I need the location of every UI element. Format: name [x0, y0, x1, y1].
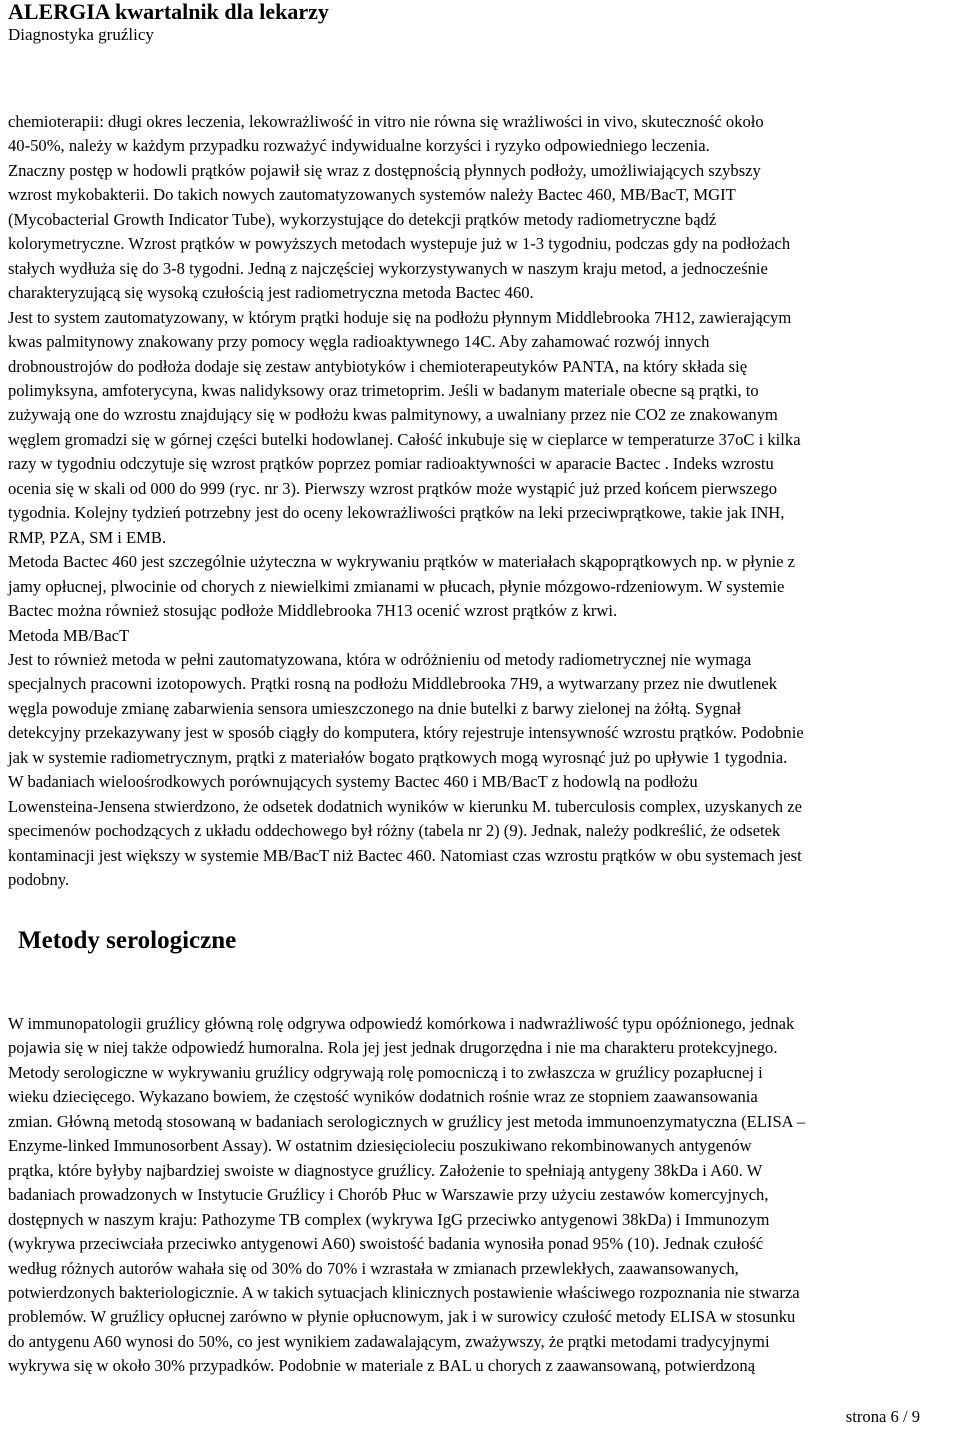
text-line: prątka, które byłyby najbardziej swoiste w diagnostyce gruźlicy. Założenie to spełniają antygeny 38kDa i A60. W	[8, 1160, 763, 1180]
text-line: wzrost mykobakterii. Do takich nowych zautomatyzowanych systemów należy Bactec 460, MB/BacT, MGIT	[8, 185, 736, 205]
text-line: węglem gromadzi się w górnej części butelki hodowlanej. Całość inkubuje się w cieplarce w temperaturze 37oC i kilka	[8, 429, 801, 449]
text-line: Bactec można również stosując podłoże Middlebrooka 7H13 ocenić wzrost prątków z krwi.	[8, 601, 618, 621]
text-line: dostępnych w naszym kraju: Pathozyme TB complex (wykrywa IgG przeciwko antygenowi 38kDa) i Immunozym	[8, 1209, 770, 1229]
section-heading: Metody serologiczne	[18, 927, 237, 954]
text-line: ocenia się w skali od 000 do 999 (ryc. nr 3). Pierwszy wzrost prątków może wystąpić już przed końcem pierwszego	[8, 478, 778, 498]
text-line: kontaminacji jest większy w systemie MB/BacT niż Bactec 460. Natomiast czas wzrostu prątków w obu systemach jest	[8, 845, 802, 865]
text-line: wykrywa się w około 30% przypadków. Podobnie w materiale z BAL u chorych z zaawansowaną, potwierdzoną	[8, 1356, 756, 1376]
text-line: Metoda MB/BacT	[8, 625, 130, 645]
page-number: strona 6 / 9	[845, 1407, 920, 1426]
text-line: stałych wydłuża się do 3-8 tygodni. Jedną z najczęściej wykorzystywanych w naszym kraju metod, a jednocześnie	[8, 258, 768, 278]
text-line: węgla powoduje zmianę zabarwienia sensora umieszczonego na dnie butelki z barwy zielonej na żółtą. Sygnał	[8, 698, 742, 718]
text-line: Lowensteina-Jensena stwierdzono, że odsetek dodatnich wyników w kierunku M. tuberculosis complex, uzyskanych ze	[8, 796, 802, 816]
text-line: kolorymetryczne. Wzrost prątków w powyższych metodach wystepuje już w 1-3 tygodniu, podczas gdy na podłożach	[8, 234, 791, 254]
text-line: do antygenu A60 wynosi do 50%, co jest wynikiem zadawalającym, zważywszy, że prątki metodami tradycyjnymi	[8, 1331, 770, 1351]
text-line: według różnych autorów wahała się od 30% do 70% i wzrastała w zmianach przewlekłych, zaawansowanych,	[8, 1258, 739, 1278]
text-line: (Mycobacterial Growth Indicator Tube), wykorzystujące do detekcji prątków metody radiometryczne bądź	[8, 209, 717, 229]
text-line: tygodnia. Kolejny tydzień potrzebny jest do oceny lekowrażliwości prątków na leki przeciwprątkowe, takie jak INH,	[8, 503, 785, 523]
publication-title: ALERGIA kwartalnik dla lekarzy	[8, 0, 329, 24]
text-line: drobnoustrojów do podłoża dodaje się zestaw antybiotyków i chemioterapeutyków PANTA, na który składa się	[8, 356, 748, 376]
text-line: 40-50%, należy w każdym przypadku rozważyć indywidualne korzyści i ryzyko odpowiedniego leczenia.	[8, 136, 710, 156]
text-line: specimenów pochodzących z układu oddechowego był różny (tabela nr 2) (9). Jednak, należy podkreślić, że odsetek	[8, 821, 781, 841]
text-line: kwas palmitynowy znakowany przy pomocy węgla radioaktywnego 14C. Aby zahamować rozwój innych	[8, 332, 710, 352]
page-header	[8, 0, 952, 46]
text-line: charakteryzującą się wysoką czułością jest radiometryczna metoda Bactec 460.	[8, 283, 534, 303]
text-line: (wykrywa przeciwciała przeciwko antygenowi A60) swoistość badania wynosiła ponad 95% (10). Jednak czułość	[8, 1234, 764, 1254]
article-body-upper	[8, 110, 954, 893]
text-line: wieku dziecięcego. Wykazano bowiem, że częstość wyników dodatnich rośnie wraz ze stopniem zaawansowania	[8, 1087, 758, 1107]
text-line: W immunopatologii gruźlicy główną rolę odgrywa odpowiedź komórkowa i nadwrażliwość typu opóźnionego, jednak	[8, 1014, 795, 1033]
text-line: zmian. Główną metodą stosowaną w badaniach serologicznych w gruźlicy jest metoda immunoenzymatyczna (ELISA –	[8, 1111, 806, 1131]
text-line: problemów. W gruźlicy opłucnej zarówno w płynie opłucnowym, jak i w surowicy czułość metody ELISA w stosunku	[8, 1307, 796, 1327]
text-line: Metoda Bactec 460 jest szczególnie użyteczna w wykrywaniu prątków w materiałach skąpoprątkowych np. w płynie z	[8, 552, 796, 572]
text-line: Enzyme-linked Immunosorbent Assay). W ostatnim dziesięcioleciu poszukiwano rekombinowanych antygenów	[8, 1136, 752, 1156]
text-line: potwierdzonych bakteriologicznie. A w takich sytuacjach klinicznych postawienie właściwego rozpoznania nie stwarza	[8, 1282, 800, 1302]
text-line: badaniach prowadzonych w Instytucie Gruźlicy i Chorób Płuc w Warszawie przy użyciu zestawów komercyjnych,	[8, 1185, 769, 1205]
text-line: Metody serologiczne w wykrywaniu gruźlicy odgrywają rolę pomocniczą i to zwłaszcza w gruźlicy pozapłucnej i	[8, 1062, 763, 1082]
text-line: razy w tygodniu odczytuje się wzrost prątków poprzez pomiar radioaktywności w aparacie Bactec . Indeks wzrostu	[8, 454, 774, 474]
text-line: detekcyjny przekazywany jest w sposób ciągły do komputera, który rejestruje intensywność wzrostu prątków. Podobnie	[8, 723, 804, 743]
text-line: jamy opłucnej, plwocinie od chorych z niewielkimi zmianami w płucach, płynie mózgowo-rdzeniowym. W systemie	[8, 576, 785, 596]
text-line: Jest to również metoda w pełni zautomatyzowana, która w odróżnieniu od metody radiometrycznej nie wymaga	[8, 649, 752, 669]
paragraph-block	[8, 110, 954, 893]
section-title: Diagnostyka gruźlicy	[8, 25, 154, 44]
text-line: Jest to system zautomatyzowany, w którym prątki hoduje się na podłożu płynnym Middlebrooka 7H12, zawierającym	[8, 307, 792, 327]
text-line: zużywają one do wzrostu znajdujący się w podłożu kwas palmitynowy, a uwalniany przez nie CO2 ze znakowanym	[8, 405, 778, 425]
text-line: Znaczny postęp w hodowli prątków pojawił się wraz z dostępnością płynnych podłoży, umożliwiających szybszy	[8, 160, 761, 180]
text-line: podobny.	[8, 870, 70, 890]
paragraph-block	[8, 1012, 954, 1379]
text-line: specjalnych pracowni izotopowych. Prątki rosną na podłożu Middlebrooka 7H9, a wytwarzany przez nie dwutlenek	[8, 674, 778, 694]
text-line: pojawia się w niej także odpowiedź humoralna. Rola jej jest jednak drugorzędna i nie ma charakteru protekcyjnego.	[8, 1038, 778, 1058]
text-line: W badaniach wieloośrodkowych porównujących systemy Bactec 460 i MB/BacT z hodowlą na podłożu	[8, 772, 698, 792]
text-line: polimyksyna, amfoterycyna, kwas nalidyksowy oraz trimetoprim. Jeśli w badanym materiale obecne są prątki, to	[8, 380, 759, 400]
article-body-lower	[8, 1012, 954, 1379]
text-line: RMP, PZA, SM i EMB.	[8, 527, 167, 547]
text-line: chemioterapii: długi okres leczenia, lekowrażliwość in vitro nie równa się wrażliwości in vivo, skuteczność około	[8, 112, 764, 131]
text-line: jak w systemie radiometrycznym, prątki z materiałów bogato prątkowych mogą wyrosnąć już po upływie 1 tygodnia.	[8, 747, 788, 767]
